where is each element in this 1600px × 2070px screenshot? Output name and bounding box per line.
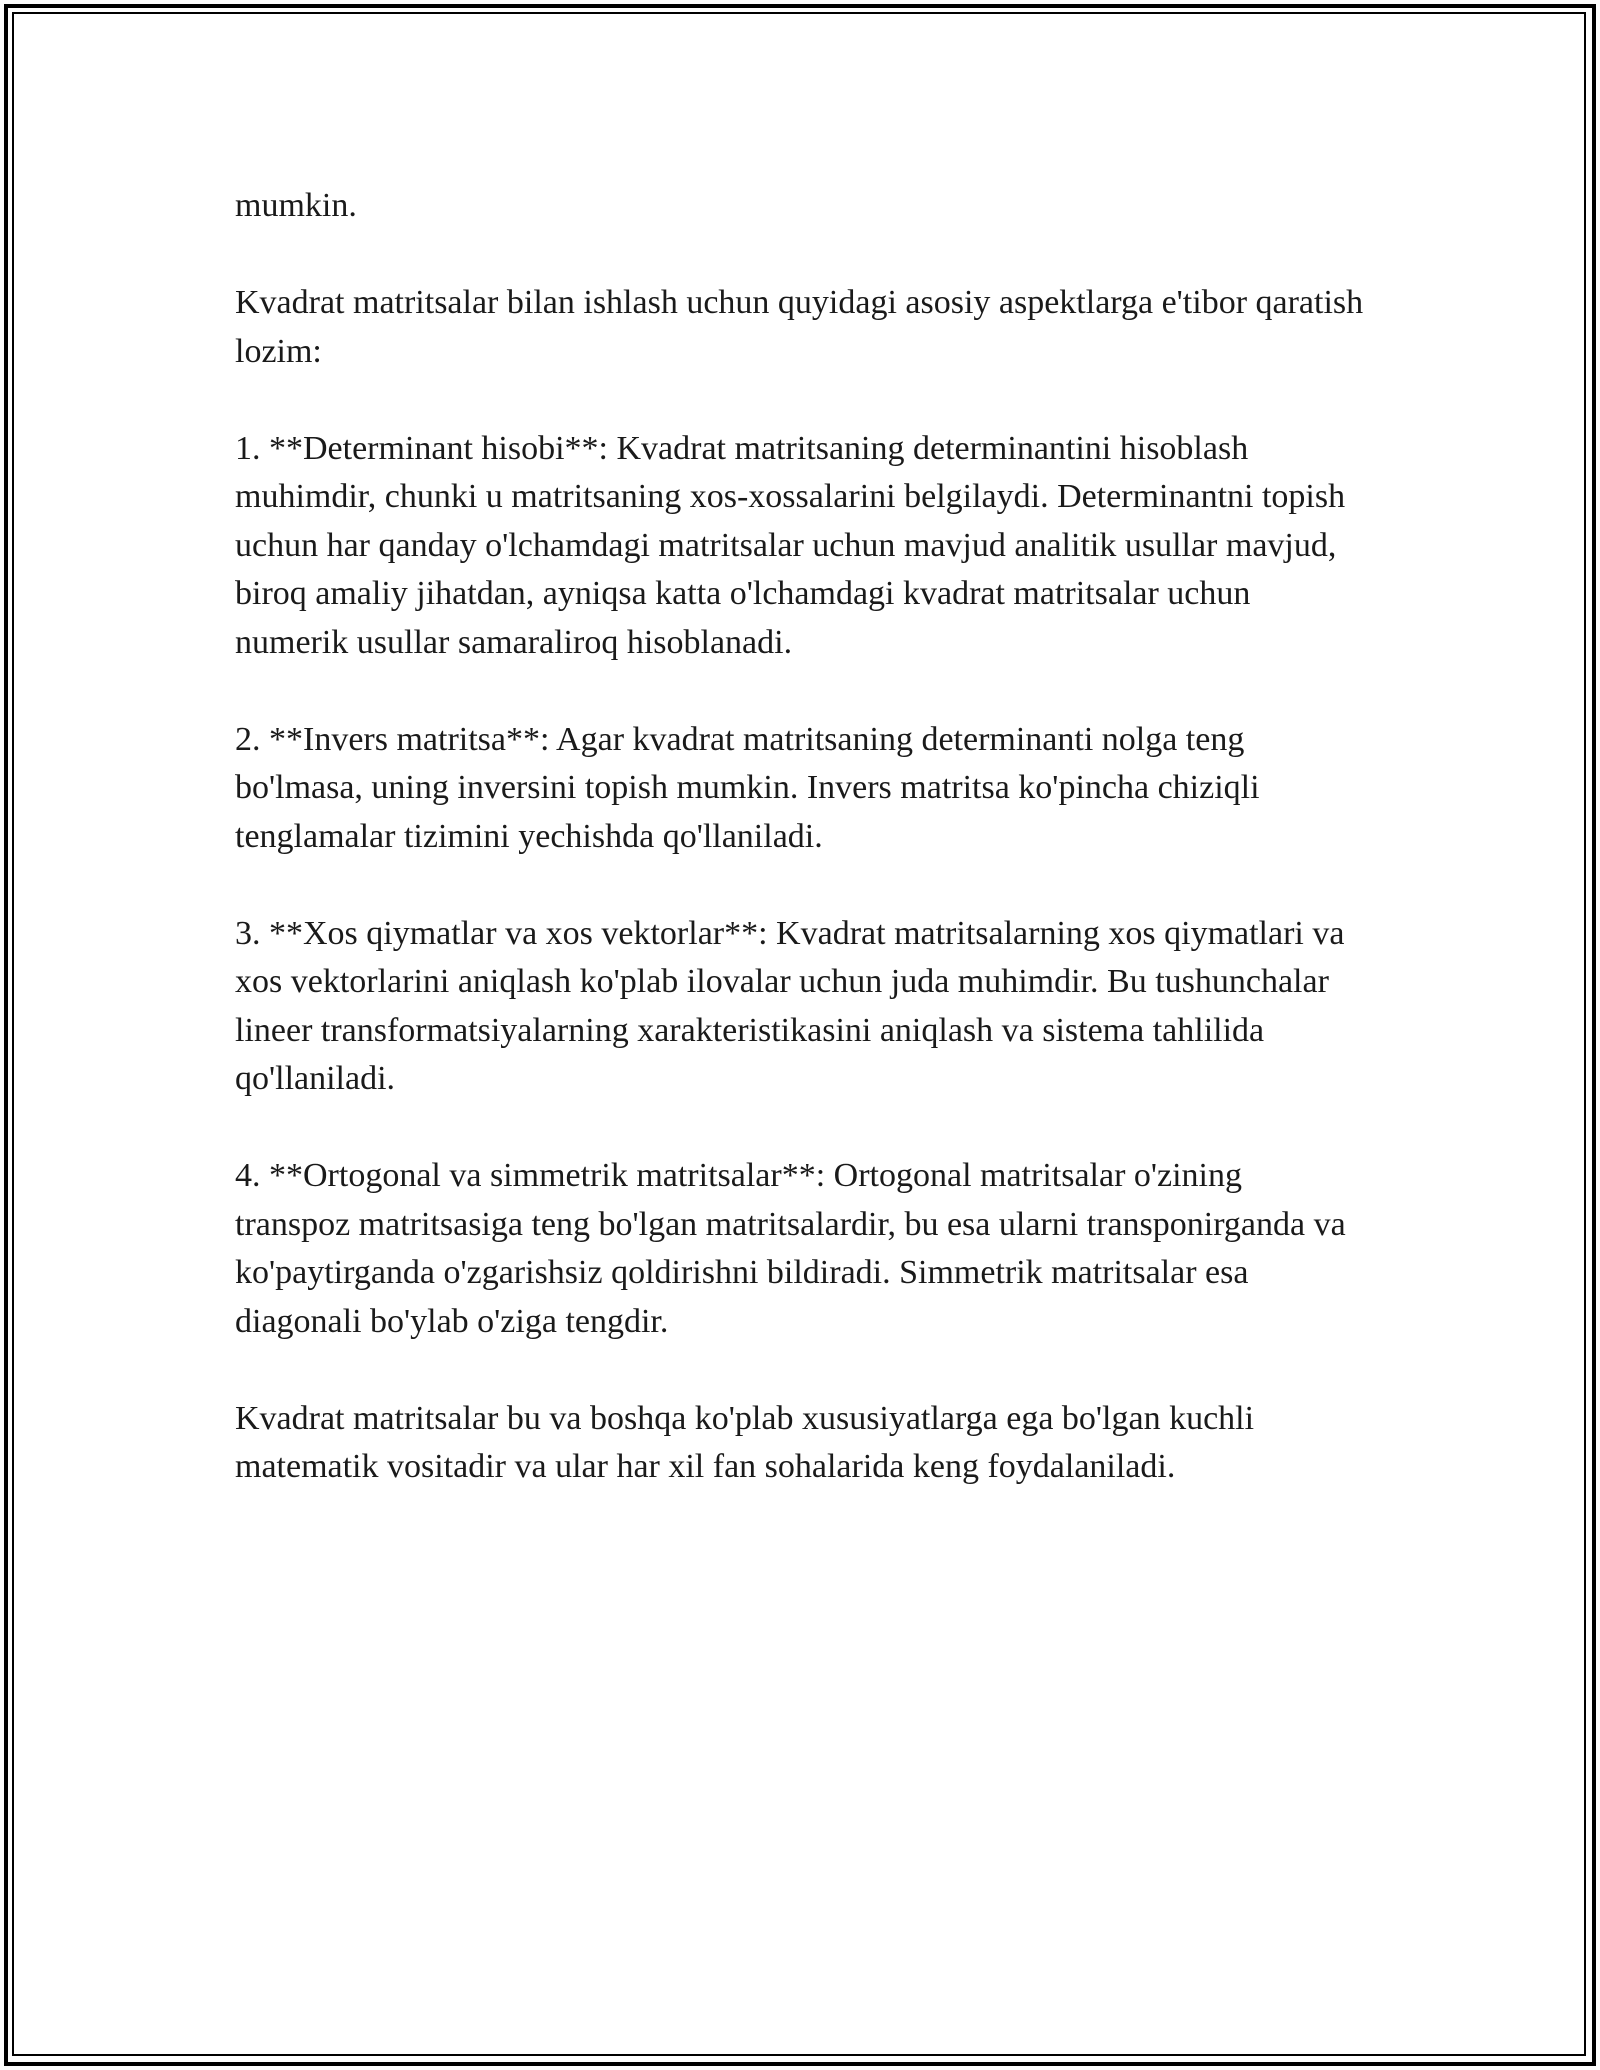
paragraph-conclusion: Kvadrat matritsalar bu va boshqa ko'plab xususiyatlarga ega bo'lgan kuchli matematik vositadir va ular har xil fan sohalarida keng foydalaniladi. xyxy=(235,1399,1255,1485)
paragraph-eigenvalues: 3. **Xos qiymatlar va xos vektorlar**: Kvadrat matritsalarning xos qiymatlari va xos vektorlarini aniqlash ko'plab ilovalar uchun juda muhimdir. Bu tushunchalar lineer transformatsiyalarning xarakteristikasini aniqlash va sistema tahlilida qo'llaniladi. xyxy=(235,914,1345,1097)
paragraph-inverse-matrix: 2. **Invers matritsa**: Agar kvadrat matritsaning determinanti nolga teng bo'lmasa, uning inversini topish mumkin. Invers matritsa ko'pincha chiziqli tenglamalar tizimini yechishda qo'llaniladi. xyxy=(235,720,1260,855)
paragraph-intro: Kvadrat matritsalar bilan ishlash uchun quyidagi asosiy aspektlarga e'tibor qaratish lozim: xyxy=(235,284,1364,370)
paragraph-continuation: mumkin. xyxy=(235,187,357,224)
document-body xyxy=(235,182,1365,1540)
paragraph-orthogonal-symmetric: 4. **Ortogonal va simmetrik matritsalar**: Ortogonal matritsalar o'zining transpoz matritsasiga teng bo'lgan matritsalardir, bu esa ularni transponirganda va ko'paytirganda o'zgarishsiz qoldirishni bildiradi. Simmetrik matritsalar esa diagonali bo'ylab o'ziga tengdir. xyxy=(235,1157,1346,1340)
paragraph-determinant: 1. **Determinant hisobi**: Kvadrat matritsaning determinantini hisoblash muhimdir, chunki u matritsaning xos-xossalarini belgilaydi. Determinantni topish uchun har qanday o'lchamdagi matritsalar uchun mavjud analitik usullar mavjud, biroq amaliy jihatdan, ayniqsa katta o'lchamdagi kvadrat matritsalar uchun numerik usullar samaraliroq hisoblanadi. xyxy=(235,429,1346,661)
